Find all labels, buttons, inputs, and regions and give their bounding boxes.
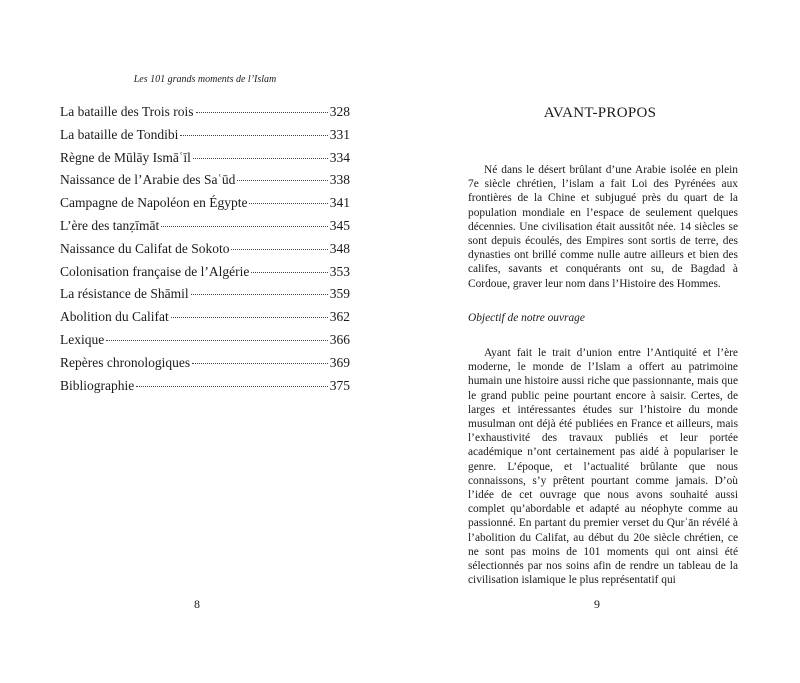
table-of-contents <box>60 104 350 400</box>
toc-entry-title: La bataille de Tondibi <box>60 126 179 142</box>
toc-entry-page: 375 <box>329 377 350 393</box>
toc-entry-title: Naissance du Califat de Sokoto <box>60 240 230 256</box>
toc-entry-page: 362 <box>329 309 350 325</box>
toc-entry-page: 334 <box>329 149 350 165</box>
toc-entry-page: 328 <box>329 104 350 119</box>
toc-entry-page: 353 <box>329 263 350 279</box>
toc-entry <box>60 264 350 287</box>
toc-dot-leader <box>249 203 327 204</box>
toc-dot-leader <box>180 135 327 136</box>
toc-entry <box>60 378 350 401</box>
page-number-left: 8 <box>194 597 200 611</box>
toc-entry-title: Règne de Mūlāy Ismāʿīl <box>60 149 191 165</box>
toc-dot-leader <box>192 363 328 364</box>
toc-entry-page: 338 <box>329 172 350 188</box>
toc-entry <box>60 172 350 195</box>
section-subheading: Objectif de notre ouvrage <box>468 312 585 324</box>
toc-entry <box>60 127 350 150</box>
toc-entry-page: 366 <box>329 331 350 347</box>
toc-entry-title: Abolition du Califat <box>60 309 169 325</box>
toc-entry <box>60 355 350 378</box>
toc-entry-page: 369 <box>329 354 350 370</box>
chapter-heading: AVANT-PROPOS <box>543 105 657 121</box>
toc-entry <box>60 195 350 218</box>
toc-dot-leader <box>193 158 328 159</box>
toc-entry-page: 341 <box>329 195 350 211</box>
toc-entry-title: Lexique <box>60 331 105 347</box>
toc-entry <box>60 332 350 355</box>
toc-entry-title: Naissance de l’Arabie des Saʿūd <box>60 172 236 188</box>
toc-entry <box>60 309 350 332</box>
toc-dot-leader <box>237 180 327 181</box>
toc-dot-leader <box>196 112 328 113</box>
running-head: Les 101 grands moments de l’Islam <box>133 74 277 85</box>
toc-entry-title: Bibliographie <box>60 377 135 393</box>
right-page <box>400 0 800 683</box>
toc-entry <box>60 218 350 241</box>
toc-dot-leader <box>231 249 327 250</box>
toc-entry <box>60 286 350 309</box>
objective-paragraph: Ayant fait le trait d’union entre l’Antiquité et l’ère moderne, le monde de l’Islam a offert au patrimoine humain une histoire aussi riche que passionnante, mais que le grand public peine pourtant encore à saisir. Certes, de larges et intéressantes études sur l’histoire du monde musulman ont déjà été publiées en France et ailleurs, mais l’exhaustivité des travaux publiés et leur portée académique n’ont certainement pas aidé à populariser le genre. L’époque, et l’actualité brûlante que nous connaissons, s’y prêtent pourtant comme jamais. D’où l’idée de cet ouvrage que nous avons souhaité aussi complet qu’abordable et adapté au néophyte comme au passionné. En partant du premier verset du Qurʾān révélé à l’abolition du Califat, au début du 20e siècle chrétien, ce ne sont pas moins de 101 moments qui ont ainsi été sélectionnés par nos soins afin de rendre un tableau de la civilisation islamique le plus représentatif qui <box>468 347 738 587</box>
toc-entry-page: 348 <box>329 240 350 256</box>
toc-entry-title: La bataille des Trois rois <box>60 104 194 119</box>
toc-dot-leader <box>171 317 328 318</box>
toc-dot-leader <box>136 386 328 387</box>
toc-dot-leader <box>106 340 328 341</box>
toc-entry-page: 331 <box>329 126 350 142</box>
toc-entry-title: L’ère des tanẓīmāt <box>60 217 160 233</box>
toc-entry <box>60 241 350 264</box>
toc-dot-leader <box>251 272 327 273</box>
toc-entry-page: 345 <box>329 217 350 233</box>
toc-entry-title: Campagne de Napoléon en Égypte <box>60 195 248 211</box>
toc-entry-page: 359 <box>329 286 350 302</box>
toc-dot-leader <box>161 226 328 227</box>
toc-entry <box>60 150 350 173</box>
toc-entry-title: La résistance de Shāmil <box>60 286 189 302</box>
toc-dot-leader <box>191 294 328 295</box>
intro-paragraph: Né dans le désert brûlant d’une Arabie isolée en plein 7e siècle chrétien, l’islam a fait Loi des Pyrénées aux frontières de la Chine et subjugué près du quart de la population mondiale en l’espace de seulement quelques décennies. Une civilisation était aussitôt née. 14 siècles se sont depuis écoulés, des Empires sont sortis de terre, des dynasties ont brillé comme nulle autre ailleurs et bien des califes, savants et conquérants ont su, de Bagdad à Cordoue, graver leur nom dans l’Histoire des Hommes. <box>468 164 738 290</box>
toc-entry-title: Colonisation française de l’Algérie <box>60 263 250 279</box>
page-number-right: 9 <box>594 597 600 611</box>
toc-entry-title: Repères chronologiques <box>60 354 191 370</box>
toc-entry <box>60 104 350 127</box>
